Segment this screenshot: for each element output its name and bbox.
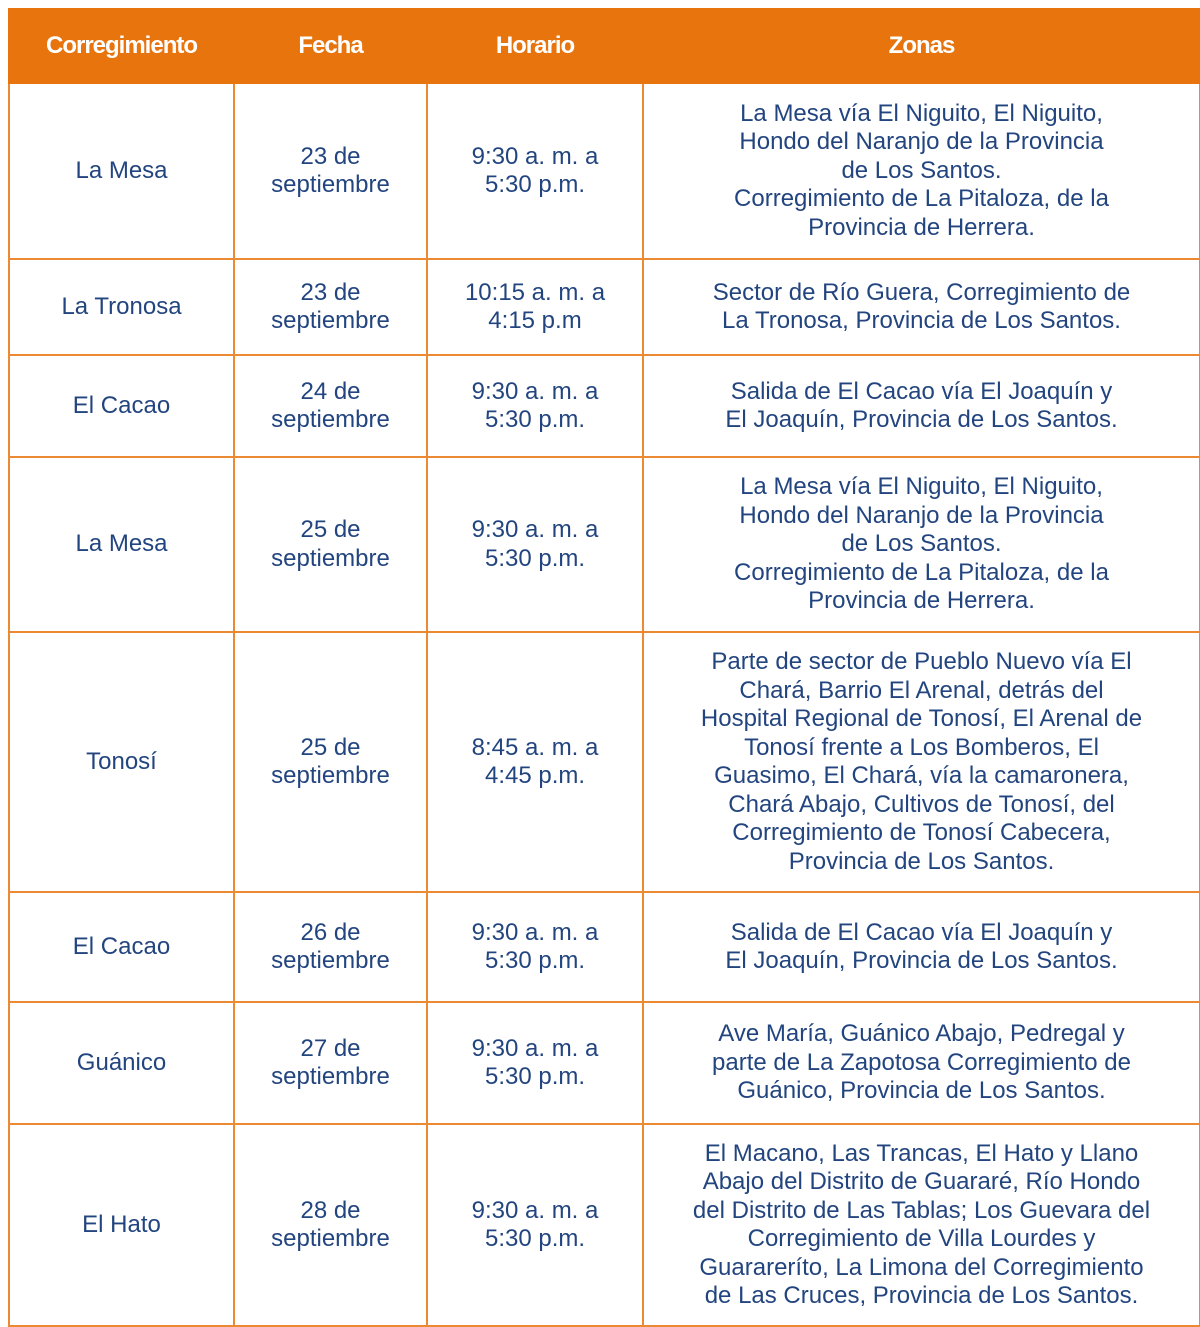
cell-corregimiento: El Hato <box>9 1124 234 1326</box>
cell-fecha: 23 de septiembre <box>234 259 427 355</box>
table-row <box>9 259 1200 355</box>
table-body <box>9 83 1200 1326</box>
cell-fecha: 26 de septiembre <box>234 892 427 1002</box>
table-row <box>9 632 1200 892</box>
cell-zonas: Ave María, Guánico Abajo, Pedregal y parte de La Zapotosa Corregimiento de Guánico, Provincia de Los Santos. <box>643 1002 1200 1124</box>
cell-horario: 10:15 a. m. a 4:15 p.m <box>427 259 643 355</box>
cell-horario: 8:45 a. m. a 4:45 p.m. <box>427 632 643 892</box>
header-corregimiento: Corregimiento <box>9 9 234 83</box>
cell-horario: 9:30 a. m. a 5:30 p.m. <box>427 457 643 632</box>
cell-fecha: 28 de septiembre <box>234 1124 427 1326</box>
cell-zonas: La Mesa vía El Niguito, El Niguito, Hondo del Naranjo de la Provincia de Los Santos. Corregimiento de La Pitaloza, de la Provincia de Herrera. <box>643 83 1200 259</box>
cell-zonas: La Mesa vía El Niguito, El Niguito, Hondo del Naranjo de la Provincia de Los Santos. Corregimiento de La Pitaloza, de la Provincia de Herrera. <box>643 457 1200 632</box>
cell-fecha: 25 de septiembre <box>234 457 427 632</box>
cell-corregimiento: La Tronosa <box>9 259 234 355</box>
cell-horario: 9:30 a. m. a 5:30 p.m. <box>427 892 643 1002</box>
cell-corregimiento: La Mesa <box>9 457 234 632</box>
cell-corregimiento: La Mesa <box>9 83 234 259</box>
cell-zonas: Salida de El Cacao vía El Joaquín y El Joaquín, Provincia de Los Santos. <box>643 355 1200 457</box>
cell-zonas: Parte de sector de Pueblo Nuevo vía El Chará, Barrio El Arenal, detrás del Hospital Regional de Tonosí, El Arenal de Tonosí frente a Los Bomberos, El Guasimo, El Chará, vía la camaronera, Chará Abajo, Cultivos de Tonosí, del Corregimiento de Tonosí Cabecera, Provincia de Los Santos. <box>643 632 1200 892</box>
header-zonas: Zonas <box>643 9 1200 83</box>
table-row <box>9 892 1200 1002</box>
header-horario: Horario <box>427 9 643 83</box>
table-row <box>9 1002 1200 1124</box>
header-row <box>9 9 1200 83</box>
table-row <box>9 457 1200 632</box>
cell-corregimiento: Guánico <box>9 1002 234 1124</box>
cell-horario: 9:30 a. m. a 5:30 p.m. <box>427 355 643 457</box>
cell-horario: 9:30 a. m. a 5:30 p.m. <box>427 1124 643 1326</box>
cell-zonas: Salida de El Cacao vía El Joaquín y El Joaquín, Provincia de Los Santos. <box>643 892 1200 1002</box>
table-row <box>9 1124 1200 1326</box>
cell-zonas: Sector de Río Guera, Corregimiento de La Tronosa, Provincia de Los Santos. <box>643 259 1200 355</box>
cell-corregimiento: Tonosí <box>9 632 234 892</box>
cell-corregimiento: El Cacao <box>9 892 234 1002</box>
cell-fecha: 27 de septiembre <box>234 1002 427 1124</box>
cell-zonas: El Macano, Las Trancas, El Hato y Llano Abajo del Distrito de Guararé, Río Hondo del Distrito de Las Tablas; Los Guevara del Corregimiento de Villa Lourdes y Guarareríto, La Limona del Corregimiento de Las Cruces, Provincia de Los Santos. <box>643 1124 1200 1326</box>
table-row <box>9 83 1200 259</box>
cell-fecha: 23 de septiembre <box>234 83 427 259</box>
cell-horario: 9:30 a. m. a 5:30 p.m. <box>427 83 643 259</box>
cell-fecha: 24 de septiembre <box>234 355 427 457</box>
table-row <box>9 355 1200 457</box>
cell-fecha: 25 de septiembre <box>234 632 427 892</box>
cell-corregimiento: El Cacao <box>9 355 234 457</box>
header-fecha: Fecha <box>234 9 427 83</box>
cell-horario: 9:30 a. m. a 5:30 p.m. <box>427 1002 643 1124</box>
schedule-table <box>8 8 1200 1327</box>
